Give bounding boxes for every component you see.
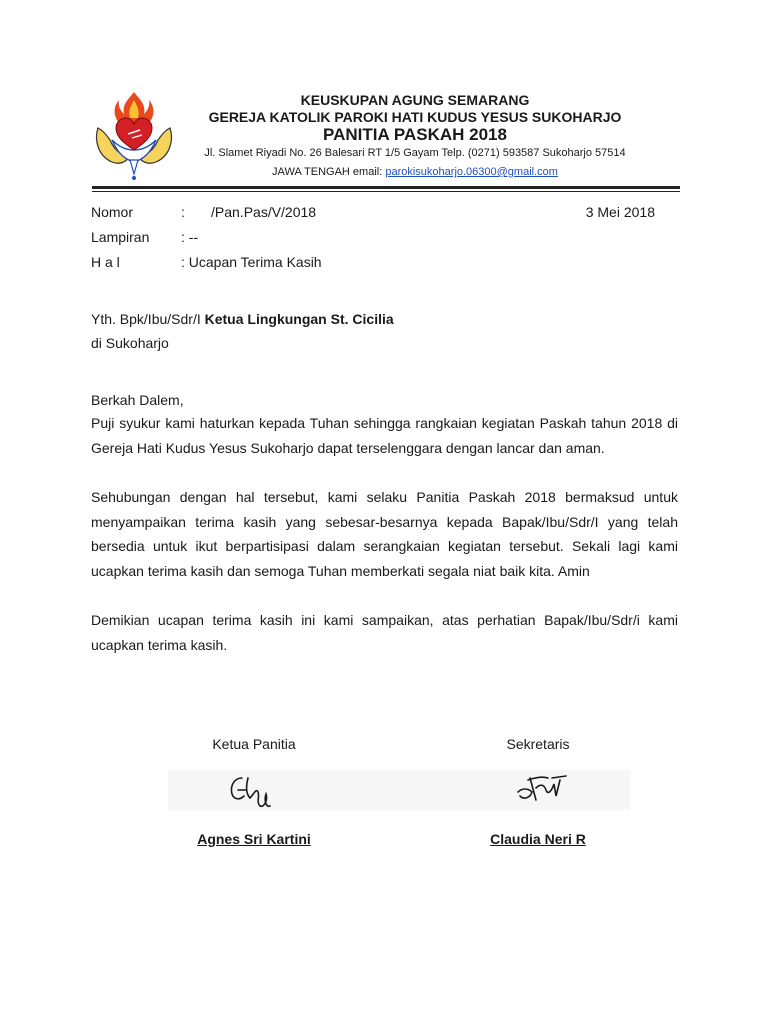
left-signature-icon bbox=[226, 772, 280, 812]
recipient-name: Ketua Lingkungan St. Cicilia bbox=[204, 311, 394, 327]
left-signatory-title: Ketua Panitia bbox=[212, 736, 296, 752]
address-line: Jl. Slamet Riyadi No. 26 Balesari RT 1/5 Gayam Telp. (0271) 593587 Sukoharjo 57514 bbox=[204, 147, 626, 159]
committee-title: PANITIA PASKAH 2018 bbox=[323, 125, 507, 144]
letter-date: 3 Mei 2018 bbox=[585, 204, 655, 220]
email-line bbox=[190, 166, 640, 178]
diocese-title: KEUSKUPAN AGUNG SEMARANG bbox=[300, 92, 530, 108]
region-email-prefix: JAWA TENGAH email: bbox=[272, 166, 386, 178]
recipient-line bbox=[91, 311, 394, 327]
hal-label: H a l bbox=[91, 254, 120, 270]
right-signatory-name: Claudia Neri R bbox=[490, 831, 586, 847]
email-link[interactable]: parokisukoharjo.06300@gmail.com bbox=[385, 166, 558, 178]
paragraph-1: Puji syukur kami haturkan kepada Tuhan sehingga rangkaian kegiatan Paskah tahun 2018 di Gereja Hati Kudus Yesus Sukoharjo dapat terselenggara dengan lancar dan aman. bbox=[91, 415, 678, 456]
greeting: Berkah Dalem, bbox=[91, 392, 184, 408]
nomor-label: Nomor bbox=[91, 204, 134, 220]
right-signatory-title: Sekretaris bbox=[506, 736, 570, 752]
right-signature-icon bbox=[512, 770, 572, 810]
parish-title: GEREJA KATOLIK PAROKI HATI KUDUS YESUS SUKOHARJO bbox=[208, 109, 622, 125]
header-divider-thick bbox=[92, 186, 680, 189]
lampiran-value: : -- bbox=[181, 229, 199, 245]
recipient-prefix: Yth. Bpk/Ibu/Sdr/I bbox=[91, 311, 205, 327]
nomor-value: /Pan.Pas/V/2018 bbox=[211, 204, 317, 220]
left-signatory-name: Agnes Sri Kartini bbox=[197, 831, 311, 847]
nomor-colon: : bbox=[181, 204, 185, 220]
paragraph-2: Sehubungan dengan hal tersebut, kami selaku Panitia Paskah 2018 bermaksud untuk menyampaikan terima kasih yang sebesar-besarnya kepada Bapak/Ibu/Sdr/I yang telah bersedia untuk ikut berpartisipasi dalam serangkaian kegiatan tersebut. Sekali lagi kami ucapkan terima kasih dan semoga Tuhan memberkati segala niat baik kita. Amin bbox=[91, 489, 678, 579]
paragraph-3: Demikian ucapan terima kasih ini kami sampaikan, atas perhatian Bapak/Ibu/Sdr/i kami ucapkan terima kasih. bbox=[91, 612, 678, 653]
sacred-heart-logo-icon bbox=[92, 90, 176, 182]
header-divider-thin bbox=[92, 191, 680, 192]
lampiran-label: Lampiran bbox=[91, 229, 150, 245]
hal-value: : Ucapan Terima Kasih bbox=[181, 254, 322, 270]
recipient-location: di Sukoharjo bbox=[91, 335, 169, 351]
